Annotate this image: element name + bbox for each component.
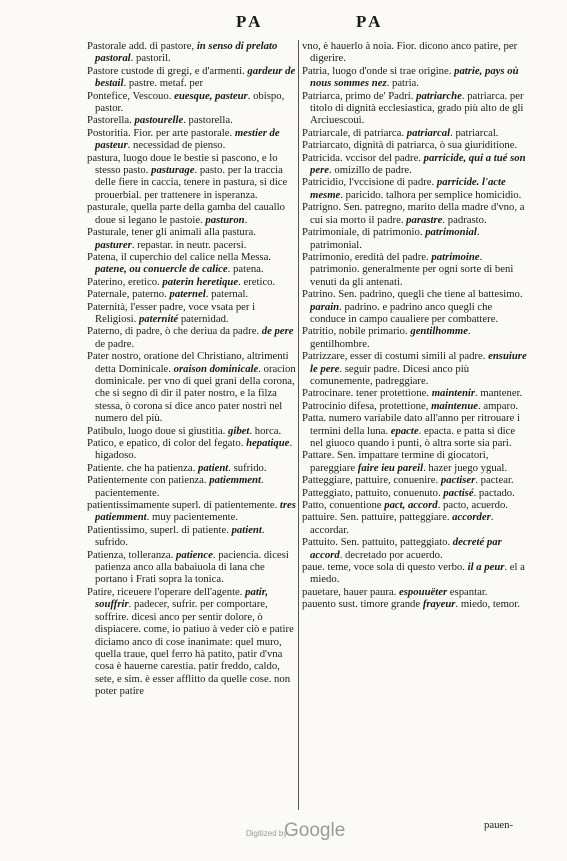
french-translation: patience	[176, 548, 213, 561]
entry-text: patientissimamente superl. di patientemente.	[87, 499, 280, 512]
entry-text: . pacientemente.	[95, 474, 264, 499]
dictionary-entry	[87, 425, 297, 437]
dictionary-entry	[87, 301, 297, 326]
entry-text: pauetare, hauer paura.	[302, 585, 400, 598]
entry-text: . mantener.	[475, 387, 523, 400]
french-translation: patir, souffrir	[95, 585, 269, 611]
dictionary-entry	[302, 412, 528, 449]
dictionary-entry	[87, 499, 297, 524]
right-column	[302, 40, 528, 611]
dictionary-entry	[87, 350, 297, 424]
entry-text: Patrizzare, esser di costumi simili al padre.	[302, 350, 489, 363]
entry-text: Patire, riceuere l'operare dell'agente.	[87, 585, 246, 598]
french-translation: pastourelle	[134, 114, 184, 127]
entry-text: pauento sust. timore grande	[302, 598, 423, 611]
dictionary-entry	[87, 288, 297, 300]
entry-text: Patteggiato, pattuito, conuenuto.	[302, 486, 444, 499]
dictionary-entry	[87, 586, 297, 698]
french-translation: pact, accord	[384, 499, 438, 512]
entry-text: Paterno, di padre, ò che deriua da padre.	[87, 325, 262, 338]
entry-text: . pasto. per la traccia delle fiere in caccia, tenere in pastura, si dice prouerbial. per trattenere in isperanza.	[95, 164, 288, 201]
left-column	[87, 40, 297, 698]
entry-text: . obispo, pastor.	[95, 89, 285, 115]
french-translation: tres patiemment	[95, 499, 296, 524]
entry-text: Patientissimo, superl. di patiente.	[87, 523, 232, 536]
french-translation: accorder	[452, 511, 491, 524]
dictionary-entry	[87, 127, 297, 152]
column-divider	[298, 40, 299, 810]
french-translation: decreté par accord	[310, 536, 502, 561]
dictionary-entry	[302, 586, 528, 598]
dictionary-entry	[87, 437, 297, 462]
dictionary-entry	[302, 474, 528, 486]
dictionary-entry	[302, 536, 528, 561]
entry-text: . paricido. talhora per semplice homicidio.	[340, 188, 522, 201]
entry-text: Patrocinare. tener protettione.	[302, 387, 432, 400]
french-translation: patrimonial	[425, 226, 477, 239]
entry-text: Patienza, tolleranza.	[87, 548, 177, 561]
french-translation: patriarche	[416, 89, 462, 102]
french-translation: pastoral	[95, 52, 131, 65]
french-translation: patrie, pays où nous sommes nez	[310, 64, 519, 90]
dictionary-entry	[87, 462, 297, 474]
entry-text: .	[244, 213, 248, 226]
french-translation: pasturer	[95, 238, 132, 251]
dictionary-entry	[302, 152, 528, 177]
entry-text: vno, è hauerlo à noia. Fior. dicono anco patire, per digerire.	[302, 40, 518, 65]
entry-text: . patriarcal.	[450, 126, 499, 139]
french-translation: parastre	[406, 213, 443, 226]
entry-text: Patibulo, luogo doue si giustitia.	[87, 424, 229, 437]
dictionary-entry	[302, 65, 528, 90]
entry-text: Patriarcato, dignità di patriarca, ò sua giuriditione.	[302, 139, 518, 152]
french-translation: paternité	[138, 312, 179, 325]
dictionary-entry	[87, 251, 297, 276]
entry-text: pasturale, quella parte della gamba del cauallo doue si legano le pastoie.	[87, 201, 285, 226]
french-translation: paternel	[169, 288, 206, 301]
google-logo: Google	[284, 820, 346, 841]
french-translation: de pere	[261, 325, 294, 338]
entry-text: Patricidio, l'vccisione di padre.	[302, 176, 437, 189]
dictionary-entry	[302, 598, 528, 610]
entry-text: . pastorella.	[183, 114, 233, 127]
dictionary-entry	[302, 387, 528, 399]
entry-text: . amparo.	[478, 399, 519, 412]
french-translation: patiemment	[209, 474, 261, 487]
dictionary-entry	[302, 90, 528, 127]
entry-text: Pasturale, tener gli animali alla pastura.	[87, 226, 256, 239]
entry-text: . patena.	[227, 263, 264, 276]
entry-text: Patientemente con patienza.	[87, 474, 210, 487]
entry-text: pastura, luogo doue le bestie si pascono, e lo stesso pasto.	[87, 151, 278, 177]
watermark-prefix: Digitized by	[246, 829, 288, 838]
entry-text: . accordar.	[310, 511, 494, 536]
entry-text: . pacto, acuerdo.	[437, 499, 508, 512]
entry-text: Patta. numero variabile dato all'anno per ritrouare i termini della luna.	[302, 412, 520, 437]
entry-text: . paternal.	[205, 288, 249, 301]
entry-text: Patrigno. Sen. patregno, marito della madre d'vno, a cui sia morto il padre.	[302, 201, 525, 226]
entry-text: . higadoso.	[95, 437, 293, 462]
digitized-watermark	[236, 822, 386, 840]
dictionary-entry	[302, 201, 528, 226]
dictionary-entry	[302, 325, 528, 350]
french-translation: patient	[231, 523, 262, 536]
entry-text: . padrasto.	[442, 213, 487, 226]
french-translation: gibet	[228, 424, 250, 437]
entry-text: Pater nostro, oratione del Christiano, altrimenti detta Dominicale.	[87, 350, 289, 375]
french-translation: gentilhomme	[410, 325, 468, 338]
entry-text: pattuire. Sen. pattuire, patteggiare.	[302, 511, 453, 524]
french-translation: in senso di prelato	[196, 40, 278, 52]
french-translation: patient	[197, 461, 229, 474]
entry-text: . patriarca. per titolo di dignità ecclesiastica, grado più alto de gli Arciuescoui.	[310, 89, 524, 127]
entry-text: . omizillo de padre.	[329, 164, 412, 177]
entry-text: . repastar. in neutr. pacersi.	[131, 238, 247, 251]
entry-text: . patrimonio. generalmente per ogni sorte di beni venuti da gli antenati.	[310, 250, 514, 288]
french-translation: mestier de pasteur	[95, 126, 280, 152]
dictionary-entry	[87, 549, 297, 586]
dictionary-entry	[302, 226, 528, 251]
french-translation: maintenue	[431, 399, 479, 412]
entry-text: . pastoril.	[130, 52, 171, 65]
entry-text: . sufrido.	[95, 523, 265, 549]
dictionary-entry	[87, 114, 297, 126]
entry-text: Patrimonio, eredità del padre.	[302, 250, 432, 263]
entry-text: . horca.	[249, 424, 282, 437]
running-head-left: PA	[236, 12, 264, 31]
entry-text: Paternale, paterno.	[87, 288, 170, 301]
entry-text: Pattuito. Sen. pattuito, patteggiato.	[302, 536, 453, 549]
dictionary-entry	[302, 499, 528, 511]
entry-text: Patricida. vccisor del padre.	[302, 151, 424, 164]
entry-text: Patrimoniale, di patrimonio.	[302, 226, 426, 239]
entry-text: paue. teme, voce sola di questo verbo.	[302, 561, 468, 574]
french-translation: frayeur	[422, 598, 456, 611]
entry-text: . decretado por acuerdo.	[339, 548, 443, 561]
entry-text: Patteggiare, pattuire, conuenire.	[302, 474, 441, 487]
entry-text: Patrocinio difesa, protettione,	[302, 399, 432, 412]
dictionary-entry	[87, 474, 297, 499]
french-translation: hepatique	[246, 437, 290, 449]
french-translation: pasturage	[151, 164, 195, 177]
entry-text: Paternità, l'esser padre, voce vsata per i Religiosi.	[87, 300, 256, 325]
dictionary-entry	[87, 524, 297, 549]
entry-text: Pastore custode di gregi, e d'armenti.	[87, 64, 248, 77]
french-translation: epacte	[390, 424, 419, 437]
french-translation: pactisé	[443, 486, 474, 499]
entry-text: . seguir padre. Dicesi anco più comunemente, padreggiare.	[310, 362, 470, 387]
entry-text: Postoritia. Fior. per arte pastorale.	[87, 126, 235, 139]
dictionary-entry	[87, 90, 297, 115]
entry-text: Patrino. Sen. padrino, quegli che tiene al battesimo.	[302, 288, 523, 301]
entry-text: . padecer, sufrir. per comportare, soffrire. dicesi anco per sentir dolore, ò dispiacere. come, io patiuo à veder ciò e patire diciamo anco di cose inanimate: quel muro, quella traue, quel ferro hà patito, patir d'vna cosa è hauerne carestia. patir freddo, caldo, sete, e sim. è esser afflitto da quelle cose. non poter patire	[95, 598, 294, 698]
entry-text: Patria, luogo d'onde si trae origine.	[302, 64, 455, 77]
french-translation: pasturon	[205, 213, 245, 226]
entry-text: . patrimonial.	[310, 226, 480, 251]
dictionary-entry	[302, 561, 528, 586]
dictionary-entry	[87, 226, 297, 251]
dictionary-entry	[302, 176, 528, 201]
french-translation: il a peur	[467, 561, 505, 574]
dictionary-entry	[87, 40, 297, 65]
entry-text: . epacta. e patta si dice nel giuoco quando i punti, ò altra sorte sia pari.	[310, 424, 516, 449]
dictionary-entry	[302, 511, 528, 536]
dictionary-entry	[302, 350, 528, 387]
entry-text: Patico, e epatico, di color del fegato.	[87, 437, 247, 449]
entry-text: espantar.	[447, 585, 488, 598]
dictionary-entry	[87, 152, 297, 202]
entry-text: . pastre. metaf. per	[123, 77, 204, 90]
entry-text: Pontefice, Vescouo.	[87, 89, 175, 102]
french-translation: parricide, qui a tué son pere	[310, 151, 526, 177]
entry-text: paternidad.	[178, 312, 229, 325]
entry-text: Patritio, nobile primario.	[302, 325, 411, 338]
running-head-right: PA	[356, 12, 384, 31]
dictionary-entry	[302, 40, 528, 65]
french-translation: patriarcal	[406, 126, 451, 139]
french-translation: patrimoine	[431, 250, 480, 263]
entry-text: . padrino. e padrino anco quegli che conduce in campo caualiere per combattere.	[310, 300, 499, 325]
dictionary-entry	[302, 400, 528, 412]
french-translation: parricide. l'acte mesme	[310, 176, 506, 201]
dictionary-entry	[87, 325, 297, 350]
french-translation: pactiser	[440, 474, 476, 487]
french-translation: euesque, pasteur	[174, 89, 248, 102]
entry-text: Paterino, eretico.	[87, 275, 163, 288]
entry-text: de padre.	[95, 337, 135, 350]
dictionary-entry	[302, 288, 528, 325]
french-translation: paterin heretique	[162, 275, 239, 288]
entry-text: . eretico.	[238, 275, 276, 288]
dictionary-entry	[302, 251, 528, 288]
catchword: pauen-	[484, 819, 514, 831]
entry-text: Patiente. che ha patienza.	[87, 461, 198, 474]
dictionary-entry	[87, 276, 297, 288]
dictionary-entry	[87, 65, 297, 90]
entry-text: Patriarca, primo de' Padri.	[302, 89, 417, 102]
dictionary-entry	[302, 487, 528, 499]
entry-text: . oracion dominicale. per vno di quei grani della corona, che si segno di dir il pater nostro, e la filza stessa, ò corona si dice anco pater nostri nel numero del più.	[95, 362, 296, 425]
french-translation: ensuiure le pere	[310, 350, 527, 375]
entry-text: . pactado.	[473, 486, 515, 499]
entry-text: Patto, conuentione	[302, 499, 385, 512]
entry-text: Pastorella.	[87, 114, 135, 127]
entry-text: . el a miedo.	[310, 561, 525, 586]
french-translation: faire ieu pareil	[357, 461, 424, 474]
french-translation: maintenir	[431, 387, 476, 400]
dictionary-entry	[302, 127, 528, 139]
dictionary-entry	[302, 139, 528, 151]
french-translation: espouuëter	[399, 585, 448, 598]
dictionary-entry	[302, 449, 528, 474]
french-translation: patene, ou conuercle de calice	[95, 263, 228, 276]
entry-text: . hazer juego ygual.	[423, 461, 508, 474]
french-translation: oraison dominicale	[173, 362, 259, 375]
entry-text: . gentilhombre.	[310, 325, 471, 350]
entry-text: . pactear.	[475, 474, 514, 487]
entry-text: . paciencia. dicesi patienza anco alla babaiuola di lana che portano i Frati sopra la tonica.	[95, 548, 289, 586]
entry-text: . patria.	[386, 77, 419, 90]
entry-text: Pattare. Sen. impattare termine di giocatori, pareggiare	[302, 449, 489, 474]
entry-text: . miedo, temor.	[455, 598, 520, 611]
entry-text: . sufrido.	[228, 461, 267, 474]
french-translation: gardeur de bestail	[95, 64, 296, 90]
entry-text: . muy pacientemente.	[146, 511, 239, 524]
french-translation: parain	[310, 300, 340, 313]
entry-text: Pastorale add. di pastore,	[87, 40, 197, 52]
entry-text: Patriarcale, di patriarca.	[302, 126, 407, 139]
entry-text: . necessidad de pienso.	[127, 139, 226, 152]
dictionary-entry	[87, 201, 297, 226]
entry-text: Patena, il cuperchio del calice nella Messa.	[87, 250, 271, 263]
